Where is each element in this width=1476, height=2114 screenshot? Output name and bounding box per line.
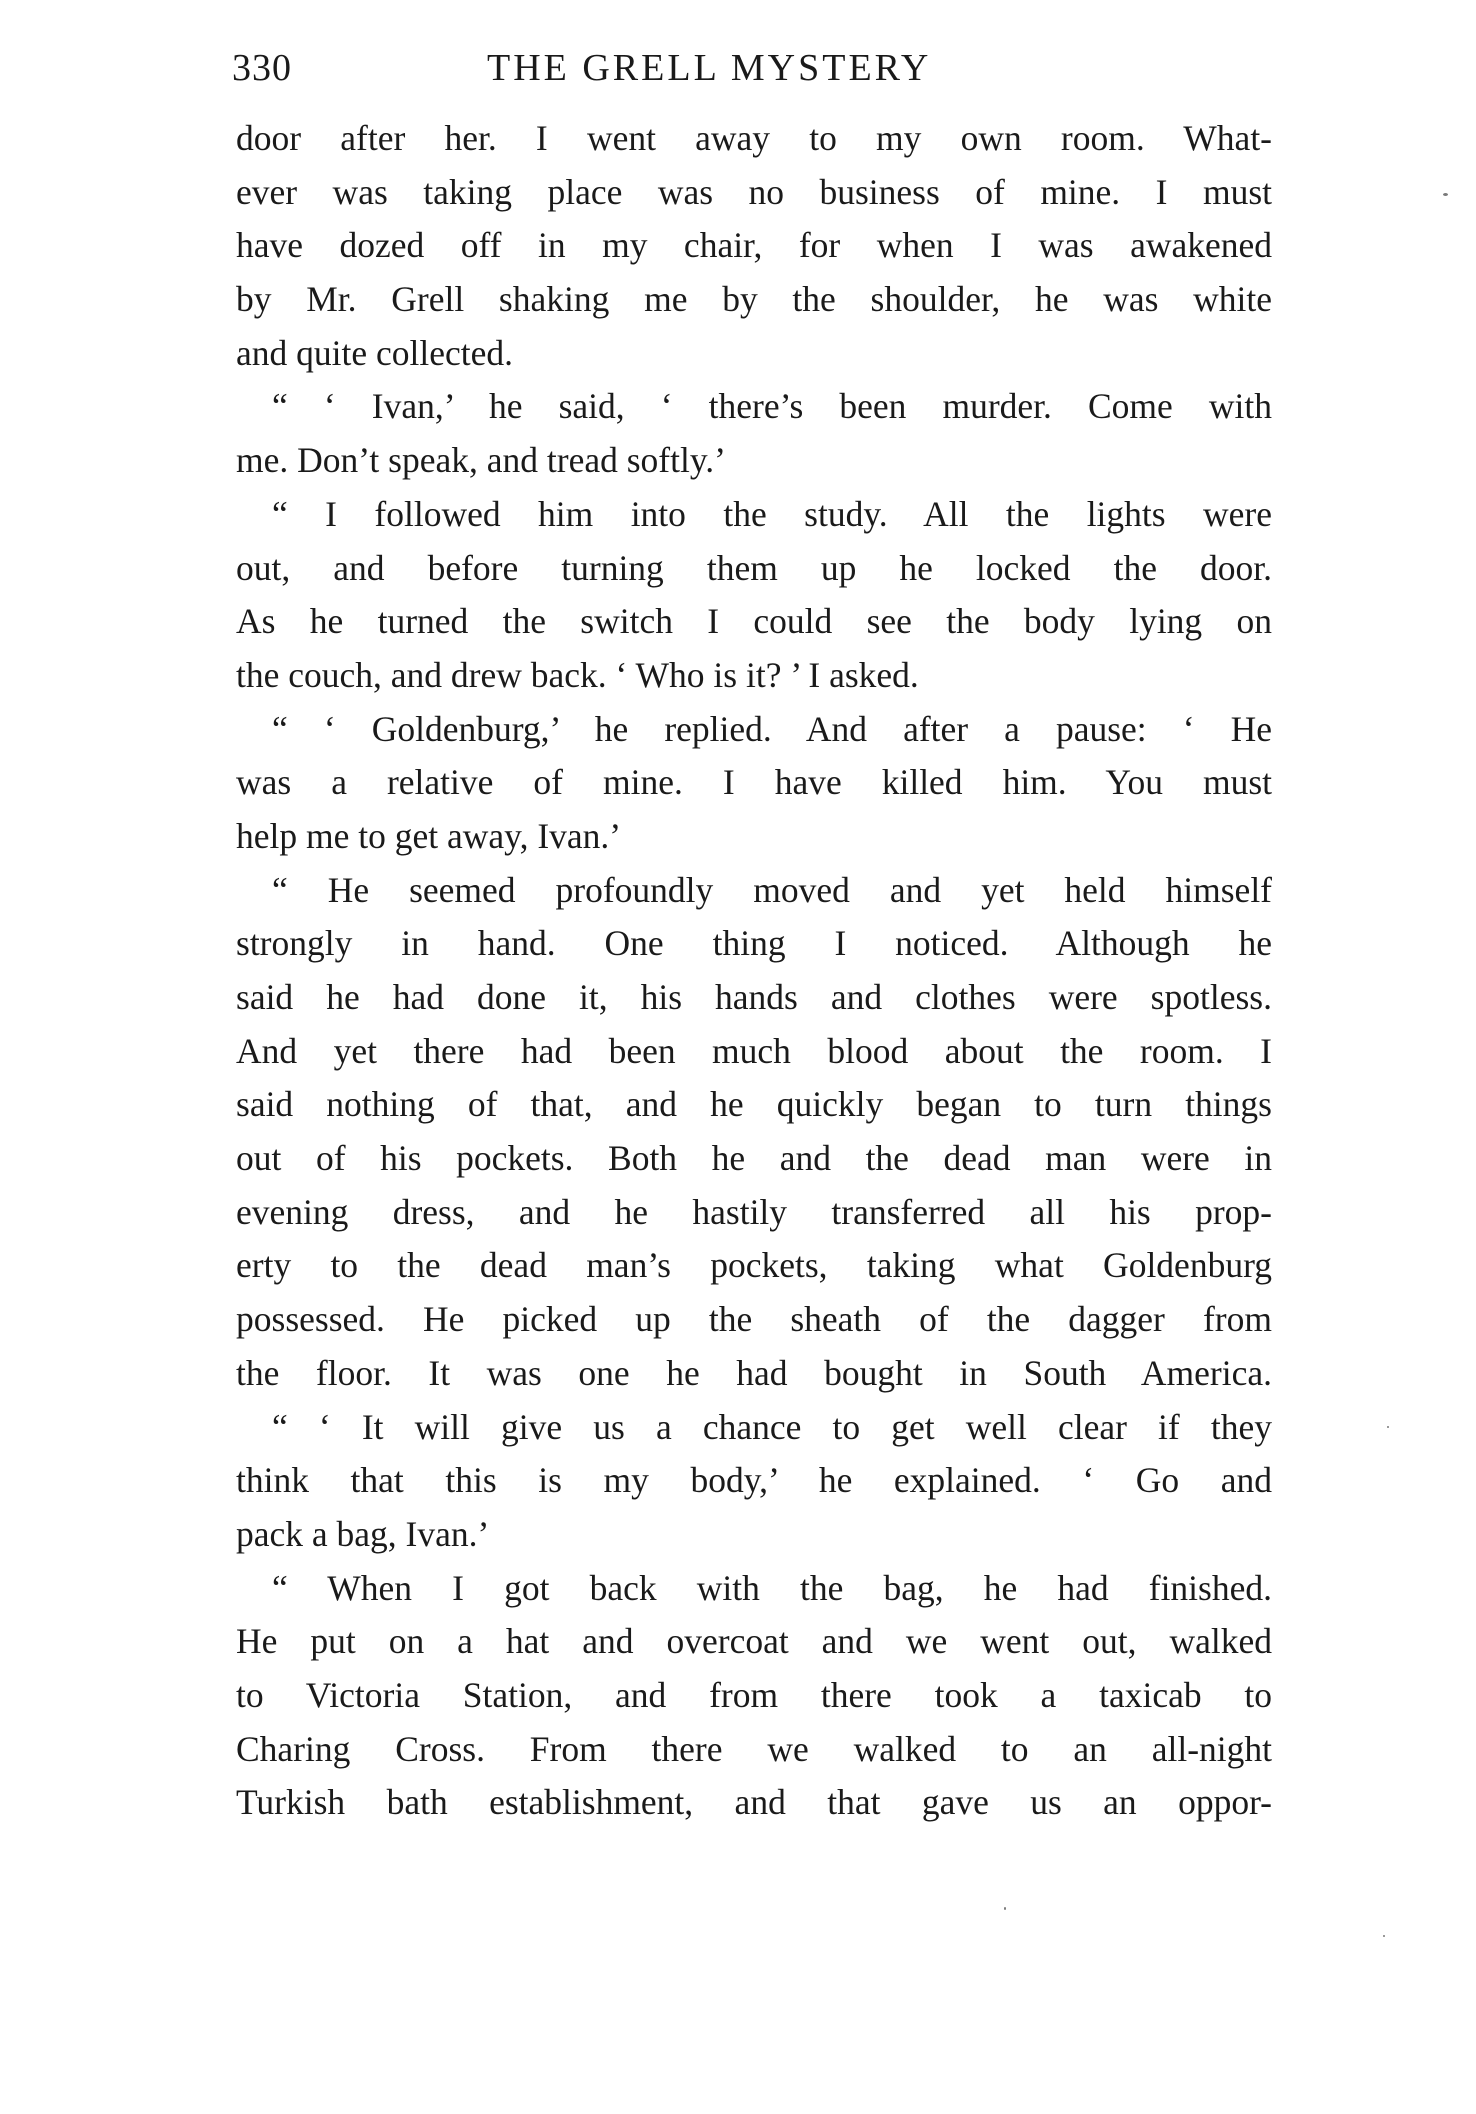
text-line: And yet there had been much blood about the room. I [236,1030,1272,1071]
text-line: Charing Cross. From there we walked to an all-night [236,1728,1272,1769]
text-line: “ ‘ It will give us a chance to get well clear if they [272,1406,1272,1447]
text-line: “ ‘ Ivan,’ he said, ‘ there’s been murder. Come with [272,386,1272,427]
text-line: “ He seemed profoundly moved and yet held himself [272,869,1272,910]
text-line: pack a bag, Ivan.’ [236,1513,490,1554]
text-line: erty to the dead man’s pockets, taking what Goldenburg [236,1245,1272,1286]
text-line: me. Don’t speak, and tread softly.’ [236,440,726,481]
text-line: was a relative of mine. I have killed him. You must [236,762,1272,803]
body-text [236,112,1272,1830]
text-line: “ ‘ Goldenburg,’ he replied. And after a pause: ‘ He [272,708,1272,749]
scan-speck [1004,1907,1006,1910]
scan-speck [1383,1935,1385,1937]
text-line: evening dress, and he hastily transferred all his prop- [236,1191,1272,1232]
text-line: said nothing of that, and he quickly began to turn things [236,1084,1272,1125]
scan-speck [1387,1426,1389,1428]
page-number: 330 [232,47,292,89]
text-line: As he turned the switch I could see the body lying on [236,601,1272,642]
text-line: the couch, and drew back. ‘ Who is it? ’ I asked. [236,654,919,695]
text-line: ever was taking place was no business of mine. I must [236,171,1272,212]
text-line: help me to get away, Ivan.’ [236,815,622,856]
text-line: and quite collected. [236,332,513,373]
page-header [232,38,1272,98]
text-line: Turkish bath establishment, and that gave us an oppor- [236,1782,1272,1823]
running-title: THE GRELL MYSTERY [487,47,932,89]
text-line: by Mr. Grell shaking me by the shoulder, he was white [236,279,1272,320]
text-line: out of his pockets. Both he and the dead man were in [236,1138,1272,1179]
text-line: the floor. It was one he had bought in South America. [236,1352,1272,1393]
text-line: door after her. I went away to my own room. What- [236,118,1272,158]
text-line: think that this is my body,’ he explained. ‘ Go and [236,1460,1272,1501]
text-line: “ I followed him into the study. All the lights were [272,493,1272,534]
text-line: said he had done it, his hands and clothes were spotless. [236,977,1272,1017]
text-line: possessed. He picked up the sheath of the dagger from [236,1299,1272,1340]
text-line: He put on a hat and overcoat and we went out, walked [236,1621,1272,1662]
text-line: strongly in hand. One thing I noticed. Although he [236,923,1272,964]
text-line: out, and before turning them up he locked the door. [236,547,1272,588]
text-line: have dozed off in my chair, for when I was awakened [236,225,1272,266]
text-line: “ When I got back with the bag, he had finished. [272,1567,1272,1608]
text-line: to Victoria Station, and from there took a taxicab to [236,1674,1272,1715]
scan-speck [1443,193,1448,196]
